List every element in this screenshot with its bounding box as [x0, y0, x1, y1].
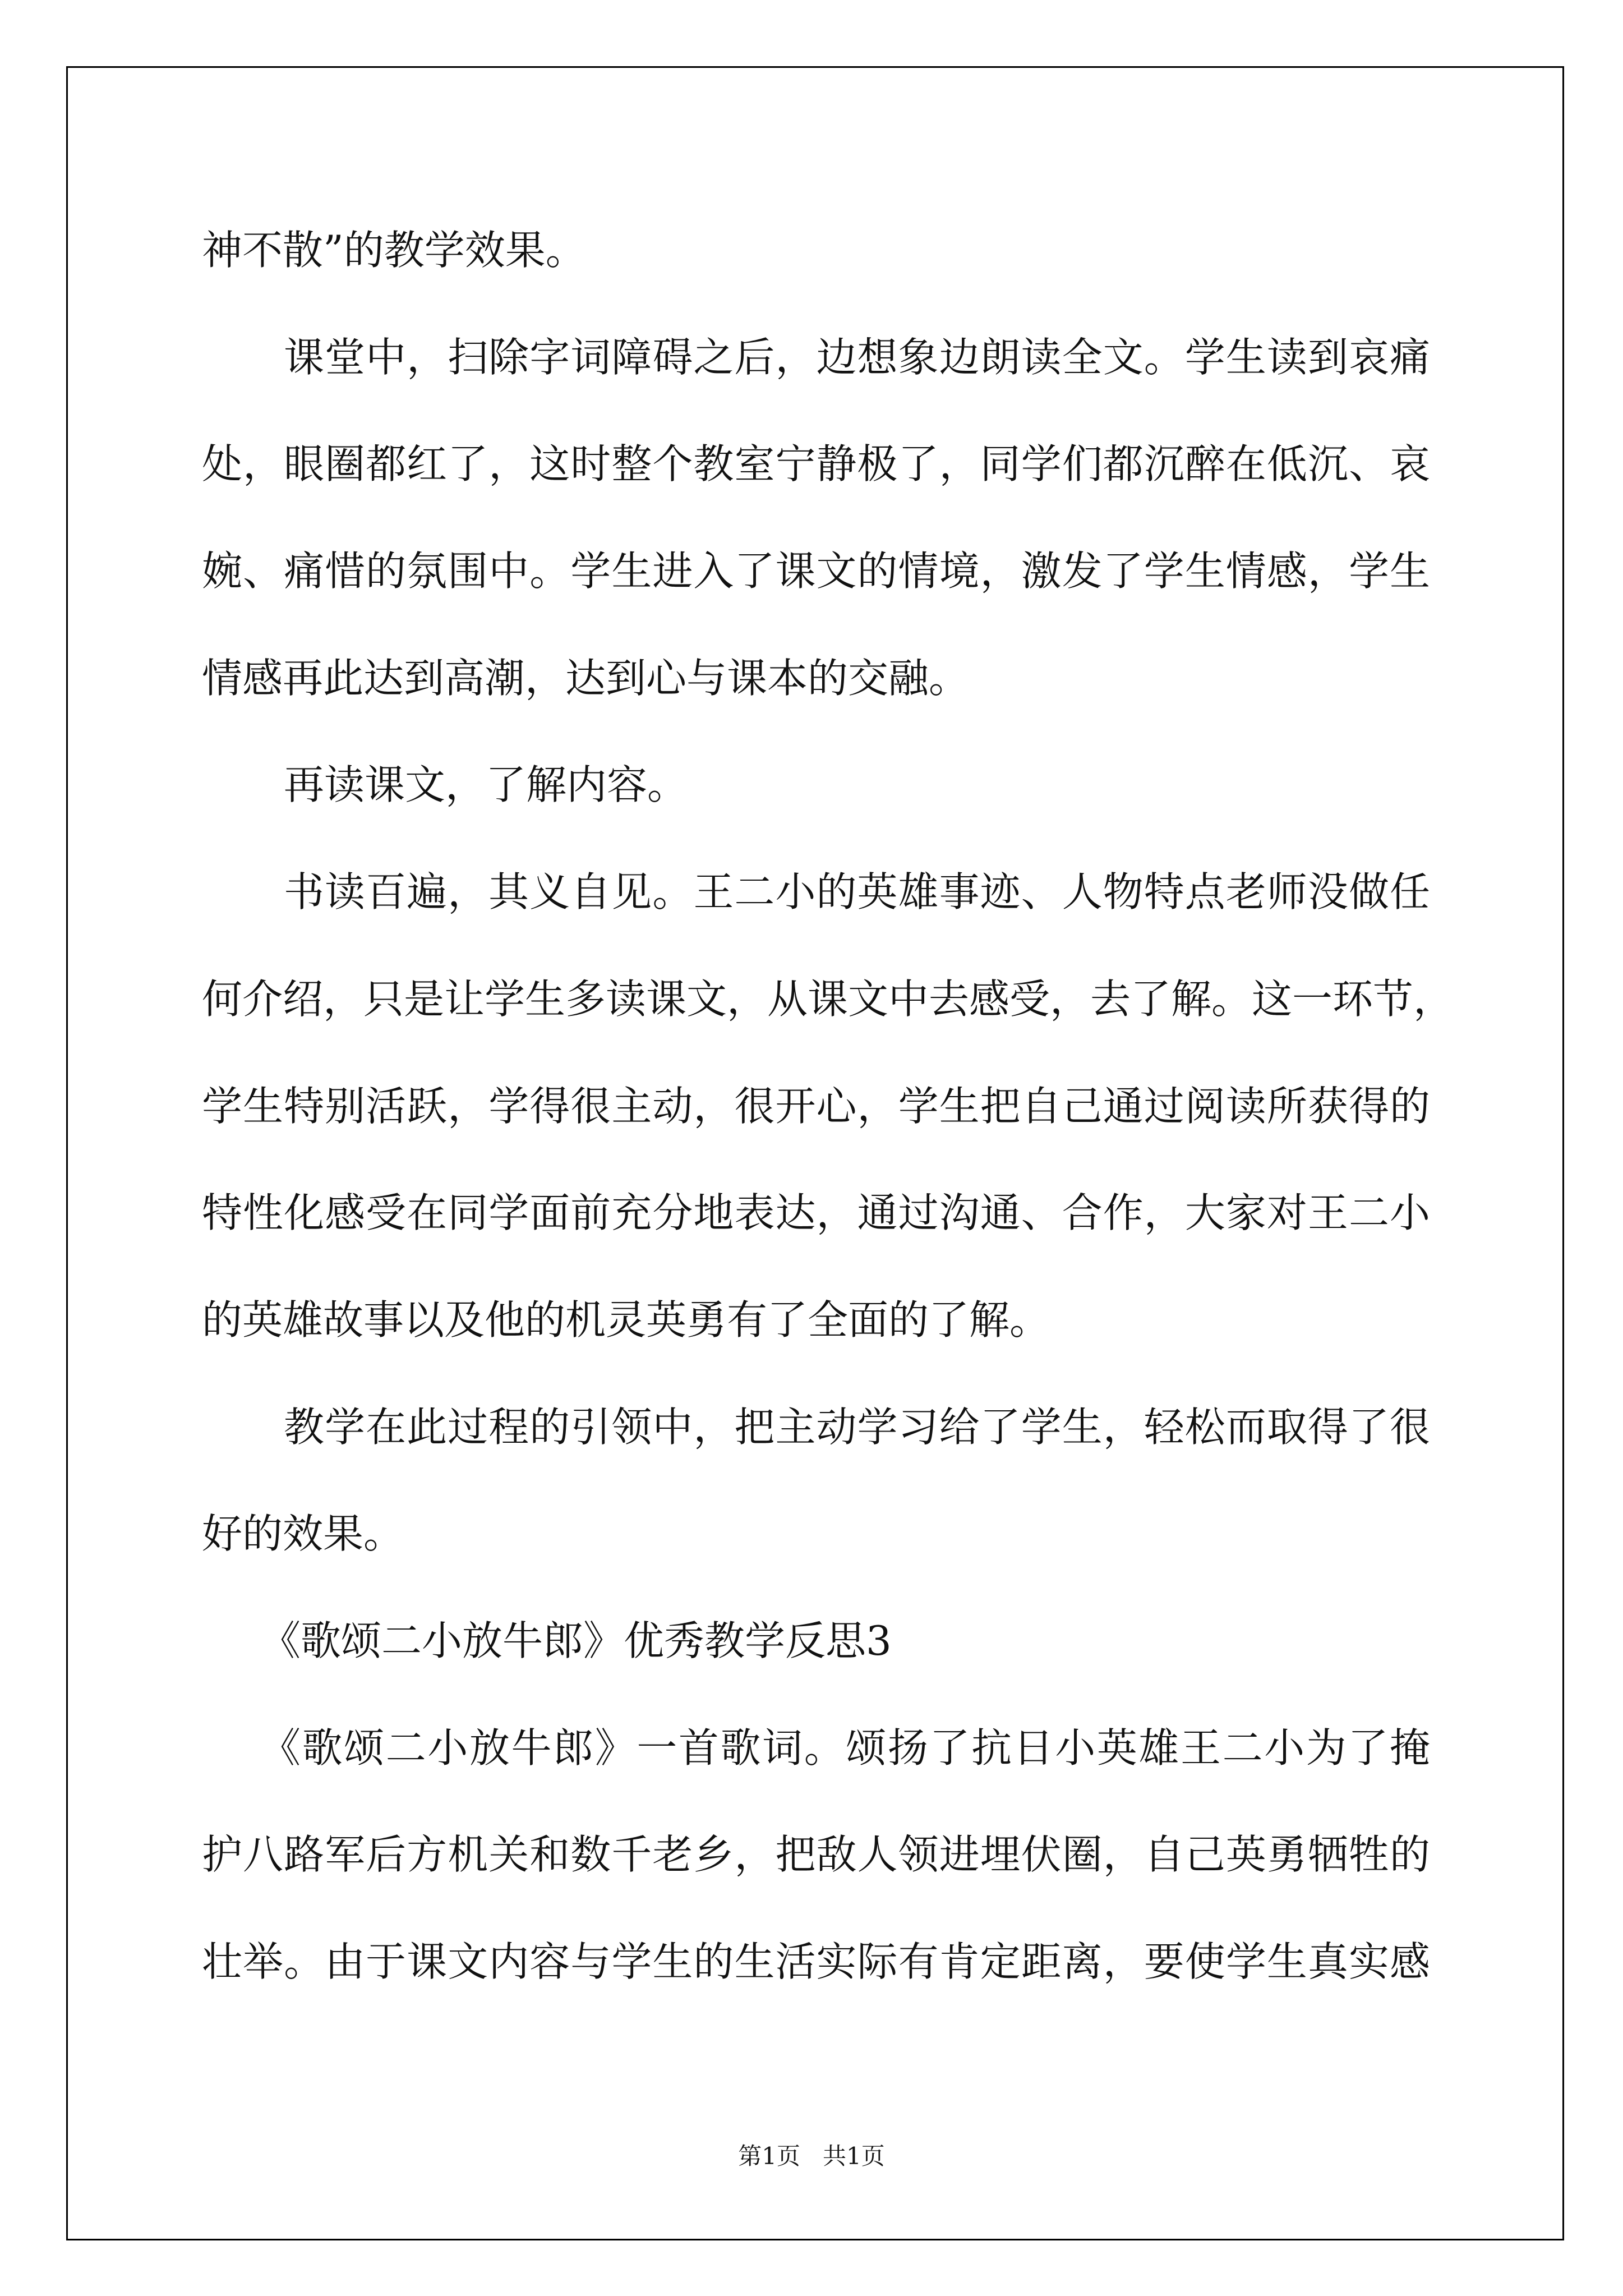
paragraph [202, 197, 1430, 304]
text-line: 教学在此过程的引领中，把主动学习给了学生，轻松而取得了很 [284, 1403, 1430, 1451]
paragraph [202, 1695, 1430, 2016]
section-title: 《歌颂二小放牛郎》优秀教学反思3 [260, 1617, 892, 1664]
text-line: 学生特别活跃，学得很主动，很开心，学生把自己通过阅读所获得的 [202, 1082, 1430, 1130]
paragraph [202, 731, 1430, 839]
text-line: 情感再此达到高潮，达到心与课本的交融。 [202, 654, 970, 702]
text-line: 壮举。由于课文内容与学生的生活实际有肯定距离，要使学生真实感 [202, 1938, 1430, 1985]
text-line: 再读课文，了解内容。 [284, 761, 688, 809]
text-line: 的英雄故事以及他的机灵英勇有了全面的了解。 [202, 1296, 1050, 1343]
text-line: 何介绍，只是让学生多读课文，从课文中去感受，去了解。这一环节， [202, 975, 1454, 1023]
text-line: 书读百遍，其义自见。王二小的英雄事迹、人物特点老师没做任 [284, 868, 1430, 916]
text-line: 特性化感受在同学面前充分地表达，通过沟通、合作，大家对王二小 [202, 1189, 1430, 1237]
text-line: 好的效果。 [202, 1510, 404, 1558]
text-line: 护八路军后方机关和数千老乡，把敌人领进埋伏圈，自己英勇牺牲的 [202, 1831, 1430, 1879]
paragraph [202, 1374, 1430, 1588]
text-line: 课堂中，扫除字词障碍之后，边想象边朗读全文。学生读到哀痛 [284, 333, 1430, 381]
text-line: 《歌颂二小放牛郎》一首歌词。颂扬了抗日小英雄王二小为了掩 [260, 1724, 1430, 1772]
document-body [202, 197, 1454, 2016]
text-line: 婉、痛惜的氛围中。学生进入了课文的情境，激发了学生情感，学生 [202, 547, 1430, 595]
page-footer [0, 2142, 1623, 2171]
page-count: 共1页 [823, 2142, 885, 2170]
text-line: 神不散”的教学效果。 [202, 227, 586, 274]
text-line: 处，眼圈都红了，这时整个教室宁静极了，同学们都沉醉在低沉、哀 [202, 440, 1430, 488]
page-number: 第1页 [738, 2142, 800, 2170]
paragraph [202, 839, 1454, 1373]
paragraph [202, 304, 1430, 732]
